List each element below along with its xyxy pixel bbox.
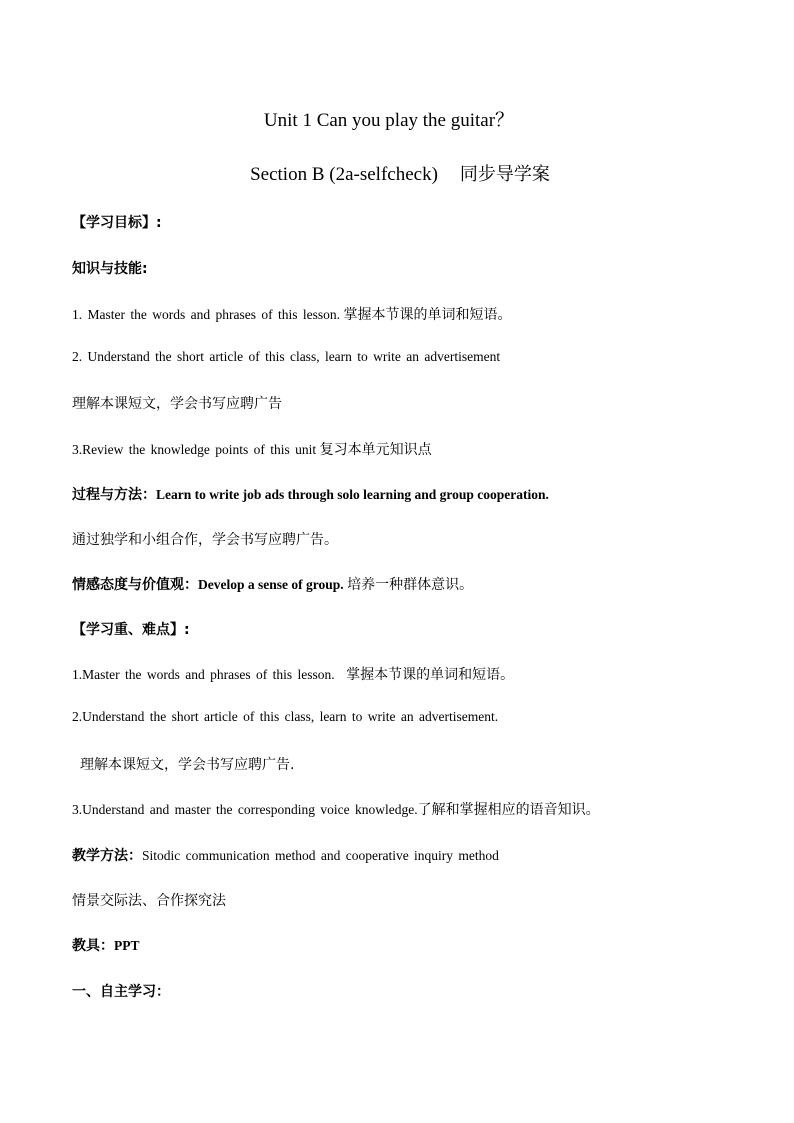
objective-item-3-en: 3.Review the knowledge points of this unit [72,442,317,457]
section-title [0,160,794,186]
attitude-text: Develop a sense of group. [198,577,344,592]
methods-label: 教学方法： [72,848,142,864]
self-study-heading [72,981,170,1001]
objectives-heading [72,212,162,232]
key-point-item-3-en: 3.Understand and master the corresponding voice knowledge. [72,802,418,817]
key-point-item-2-cn [80,754,294,774]
tools-text: PPT [114,938,140,953]
objective-item-2 [72,349,500,366]
objective-item-2-cn-text: 理解本课短文，学会书写应聘广告 [72,396,282,412]
objective-item-3 [72,439,432,459]
objectives-heading-text: 【学习目标】: [72,215,162,231]
key-points-heading-text: 【学习重、难点】: [72,622,190,638]
methods-line [72,845,499,865]
key-point-item-1-en: 1.Master the words and phrases of this lesson. [72,667,335,682]
attitude-cn: 培养一种群体意识。 [347,577,474,593]
knowledge-heading [72,258,148,278]
key-point-item-2-cn-text: 理解本课短文，学会书写应聘广告. [80,757,295,773]
tools-label: 教具： [72,938,114,954]
key-point-item-3 [72,799,600,819]
process-cn-line [72,529,338,549]
objective-item-3-cn: 复习本单元知识点 [319,442,432,458]
objective-item-2-cn [72,393,282,413]
methods-text-cn: 情景交际法、合作探究法 [72,893,226,909]
knowledge-heading-text: 知识与技能: [72,261,148,277]
key-point-item-1-cn: 掌握本节课的单词和短语。 [346,667,515,683]
methods-cn-line [72,890,226,910]
key-point-item-2-en: 2.Understand the short article of this class, learn to write an advertisement. [72,709,499,724]
unit-title [0,105,778,132]
key-points-heading [72,619,190,639]
tools-line [72,935,140,955]
key-point-item-2 [72,709,498,726]
methods-text-en: Sitodic communication method and cooperative inquiry method [142,848,499,863]
attitude-line [72,574,473,594]
self-study-heading-text: 一、自主学习： [72,984,170,1000]
section-title-cn: 同步导学案 [459,164,550,185]
objective-item-1-en: 1. Master the words and phrases of this lesson. [72,307,340,322]
process-label: 过程与方法： [72,487,156,503]
objective-item-1-cn: 掌握本节课的单词和短语。 [343,307,512,323]
process-line [72,484,549,504]
section-title-en: Section B (2a-selfcheck) [250,164,438,185]
key-point-item-3-cn: 了解和掌握相应的语音知识。 [417,802,600,818]
objective-item-2-en: 2. Understand the short article of this class, learn to write an advertisement [72,349,501,364]
process-cn-text: 通过独学和小组合作，学会书写应聘广告。 [72,532,338,548]
objective-item-1 [72,304,511,324]
process-text: Learn to write job ads through solo learning and group cooperation. [156,487,549,502]
unit-title-text: Unit 1 Can you play the guitar？ [263,110,515,131]
key-point-item-1 [72,664,514,684]
attitude-label: 情感态度与价值观： [72,577,198,593]
